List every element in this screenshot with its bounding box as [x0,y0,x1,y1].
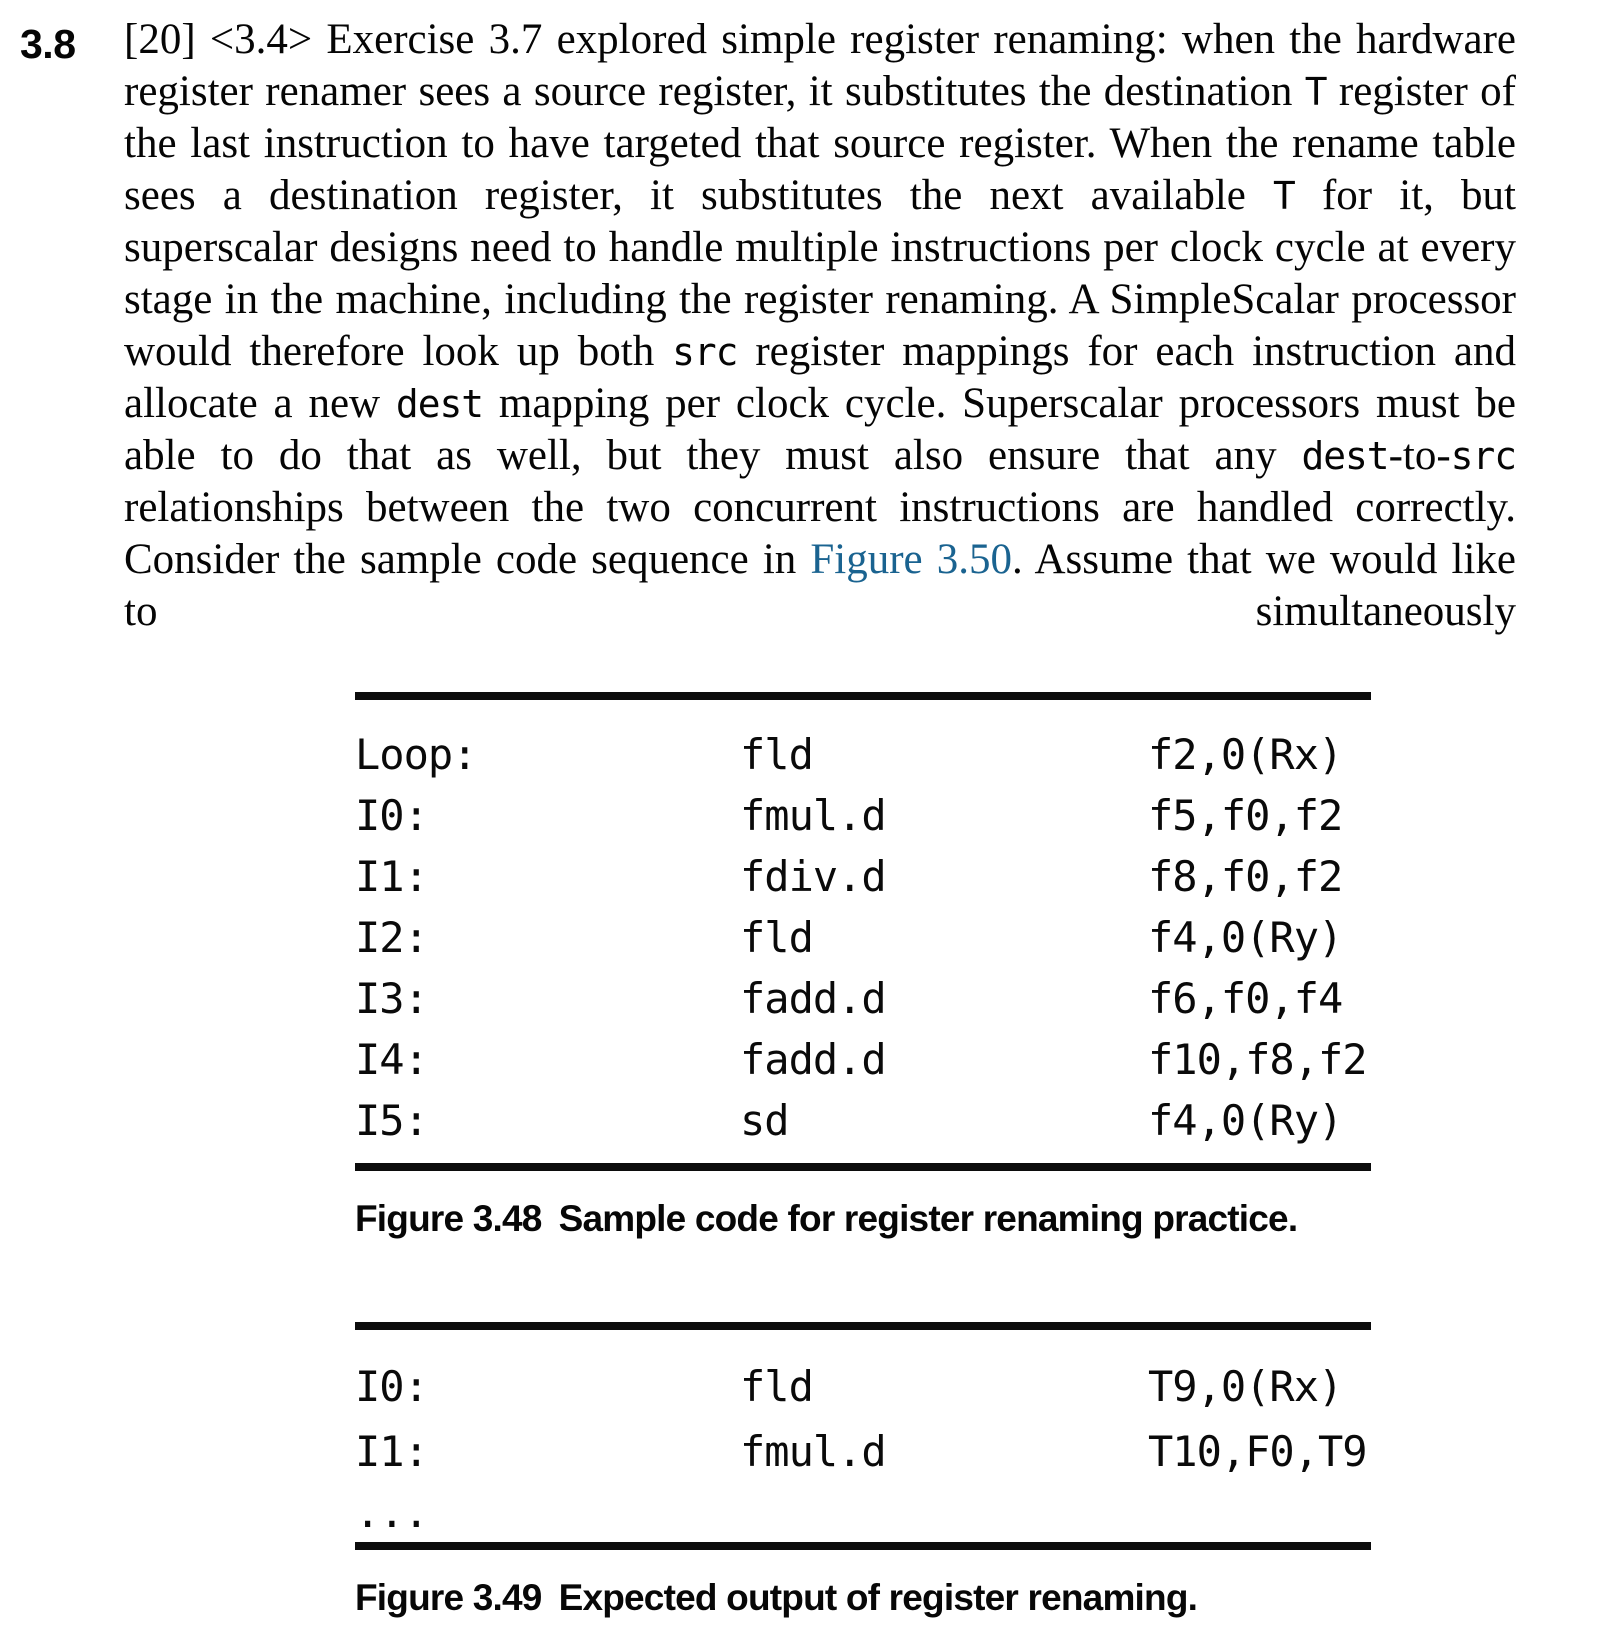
table-rule-bottom [355,1163,1371,1171]
figure-3-49 [355,1322,1371,1619]
code-listing-3-49 [355,1330,1371,1496]
paragraph-text: for it, but superscalar designs need to handle multiple instructions per clock cycle at every stage in the machine, including the register renaming. A SimpleScalar processor would therefore look up both [124,172,1516,375]
table-rule-top [355,1322,1371,1330]
code-operands: T9,0(Rx) [1148,1362,1343,1411]
code-term: dest [1301,434,1389,478]
code-operands: f4,0(Ry) [1148,913,1343,962]
code-row [355,785,1371,846]
code-opcode: fadd.d [740,1035,886,1084]
figure-caption [355,1577,1371,1619]
figure-3-50-link[interactable]: Figure 3.50 [810,536,1012,583]
code-row [355,846,1371,907]
code-label: I4: [355,1035,428,1084]
exercise-number: 3.8 [20,21,76,67]
code-label: I2: [355,913,428,962]
code-term: T [1304,70,1327,114]
code-row [355,1354,1371,1419]
paragraph-text: -to- [1388,432,1451,479]
code-opcode: fmul.d [740,791,886,840]
paragraph-text: register of the last instruction to have targeted that source register. When the rename table sees a destination register, it substitutes the next available [124,68,1516,219]
code-label: Loop: [355,730,477,779]
code-row [355,1419,1371,1484]
code-label: I1: [355,1427,428,1476]
paragraph-text: . Assume that we would like to simultaneously [124,536,1517,635]
code-opcode: fld [740,730,813,779]
figure-caption-text: Expected output of register renaming. [558,1577,1198,1618]
code-ellipsis: ... [355,1488,428,1537]
figure-caption-text: Sample code for register renaming practice. [558,1198,1298,1239]
exercise-paragraph [124,14,1516,638]
code-operands: f8,f0,f2 [1148,852,1343,901]
figure-caption-label: Figure 3.48 [355,1198,542,1239]
code-label: I0: [355,1362,428,1411]
code-opcode: sd [740,1096,789,1145]
paragraph-text: mapping per clock cycle. Superscalar processors must be able to do that as well, but they must also ensure that any [124,380,1516,479]
figure-3-48 [355,692,1371,1240]
table-rule-bottom [355,1542,1371,1550]
code-operands: f10,f8,f2 [1148,1035,1367,1084]
code-row [355,724,1371,785]
figure-caption-label: Figure 3.49 [355,1577,542,1618]
code-opcode: fmul.d [740,1427,886,1476]
code-opcode: fld [740,913,813,962]
code-term: T [1273,174,1295,218]
code-listing-3-48 [355,700,1371,1163]
paragraph-text: [20] <3.4> Exercise 3.7 explored simple register renaming: when the hardware register renamer sees a source register, it substitutes the destination [124,16,1516,115]
paragraph-text: relationships between the two concurrent instructions are handled correctly. Consider the sample code sequence in [124,484,1516,583]
figure-caption [355,1198,1371,1240]
code-row [355,1029,1371,1090]
code-label: I5: [355,1096,428,1145]
code-operands: f2,0(Rx) [1148,730,1343,779]
code-row [355,968,1371,1029]
code-label: I1: [355,852,428,901]
code-opcode: fdiv.d [740,852,886,901]
code-operands: f5,f0,f2 [1148,791,1343,840]
code-row [355,907,1371,968]
code-opcode: fadd.d [740,974,886,1023]
code-label: I3: [355,974,428,1023]
table-rule-top [355,692,1371,700]
code-operands: f4,0(Ry) [1148,1096,1343,1145]
code-operands: T10,F0,T9 [1148,1427,1367,1476]
code-label: I0: [355,791,428,840]
code-term: src [672,330,738,374]
code-term: src [1450,434,1516,478]
paragraph-text: register mappings for each instruction and allocate a new [124,328,1516,427]
code-row [355,1090,1371,1151]
code-term: dest [395,382,484,426]
code-opcode: fld [740,1362,813,1411]
code-operands: f6,f0,f4 [1148,974,1343,1023]
